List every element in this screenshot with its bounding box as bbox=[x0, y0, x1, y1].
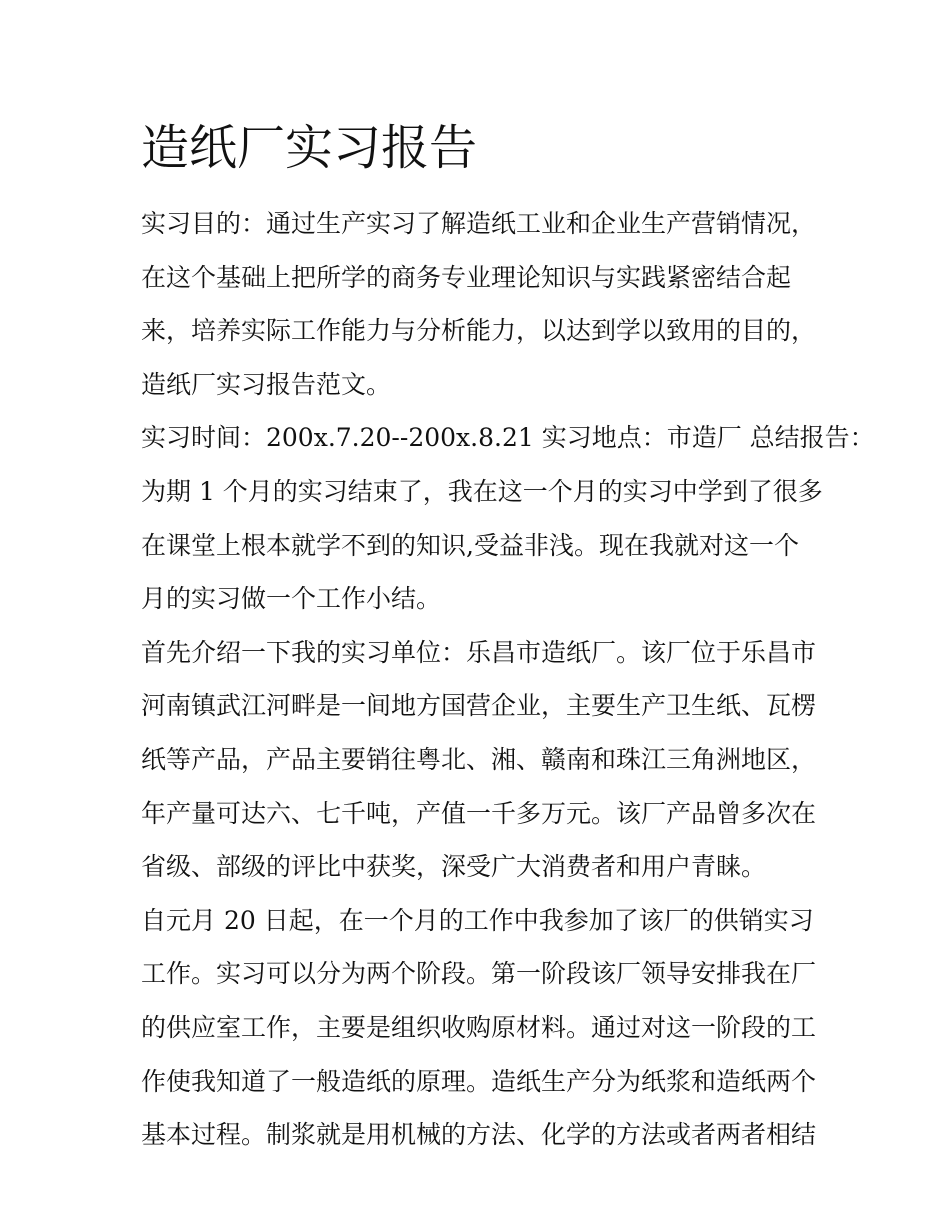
text-line: 河南镇武江河畔是一间地方国营企业，主要生产卫生纸、瓦楞 bbox=[141, 691, 817, 721]
text-line: 造纸厂实习报告范文。 bbox=[141, 369, 392, 399]
text-line: 来，培养实际工作能力与分析能力，以达到学以致用的目的， bbox=[141, 316, 817, 346]
text-line: 为期 1 个月的实习结束了，我在这一个月的实习中学到了很多 bbox=[141, 476, 823, 506]
text-line: 自元月 20 日起，在一个月的工作中我参加了该厂的供销实习 bbox=[141, 905, 814, 935]
document-title: 造纸厂实习报告 bbox=[141, 120, 478, 176]
text-line: 在这个基础上把所学的商务专业理论知识与实践紧密结合起 bbox=[141, 262, 792, 292]
document-body bbox=[141, 197, 875, 1162]
text-line: 基本过程。制浆就是用机械的方法、化学的方法或者两者相结 bbox=[141, 1120, 817, 1150]
text-line: 年产量可达六、七千吨，产值一千多万元。该厂产品曾多次在 bbox=[141, 798, 817, 828]
text-line: 在课堂上根本就学不到的知识,受益非浅。现在我就对这一个 bbox=[141, 530, 799, 560]
text-line: 纸等产品，产品主要销往粤北、湘、赣南和珠江三角洲地区， bbox=[141, 744, 817, 774]
text-line: 的供应室工作，主要是组织收购原材料。通过对这一阶段的工 bbox=[141, 1012, 817, 1042]
text-line: 作使我知道了一般造纸的原理。造纸生产分为纸浆和造纸两个 bbox=[141, 1066, 817, 1096]
text-line: 实习目的：通过生产实习了解造纸工业和企业生产营销情况， bbox=[141, 209, 817, 238]
text-line: 实习时间：200x.7.20--200x.8.21 实习地点：市造厂 总结报告： bbox=[141, 423, 875, 453]
text-line: 首先介绍一下我的实习单位：乐昌市造纸厂。该厂位于乐昌市 bbox=[141, 637, 817, 667]
text-line: 工作。实习可以分为两个阶段。第一阶段该厂领导安排我在厂 bbox=[141, 959, 817, 989]
text-line: 省级、部级的评比中获奖，深受广大消费者和用户青睐。 bbox=[141, 852, 767, 882]
text-line: 月的实习做一个工作小结。 bbox=[141, 584, 442, 614]
